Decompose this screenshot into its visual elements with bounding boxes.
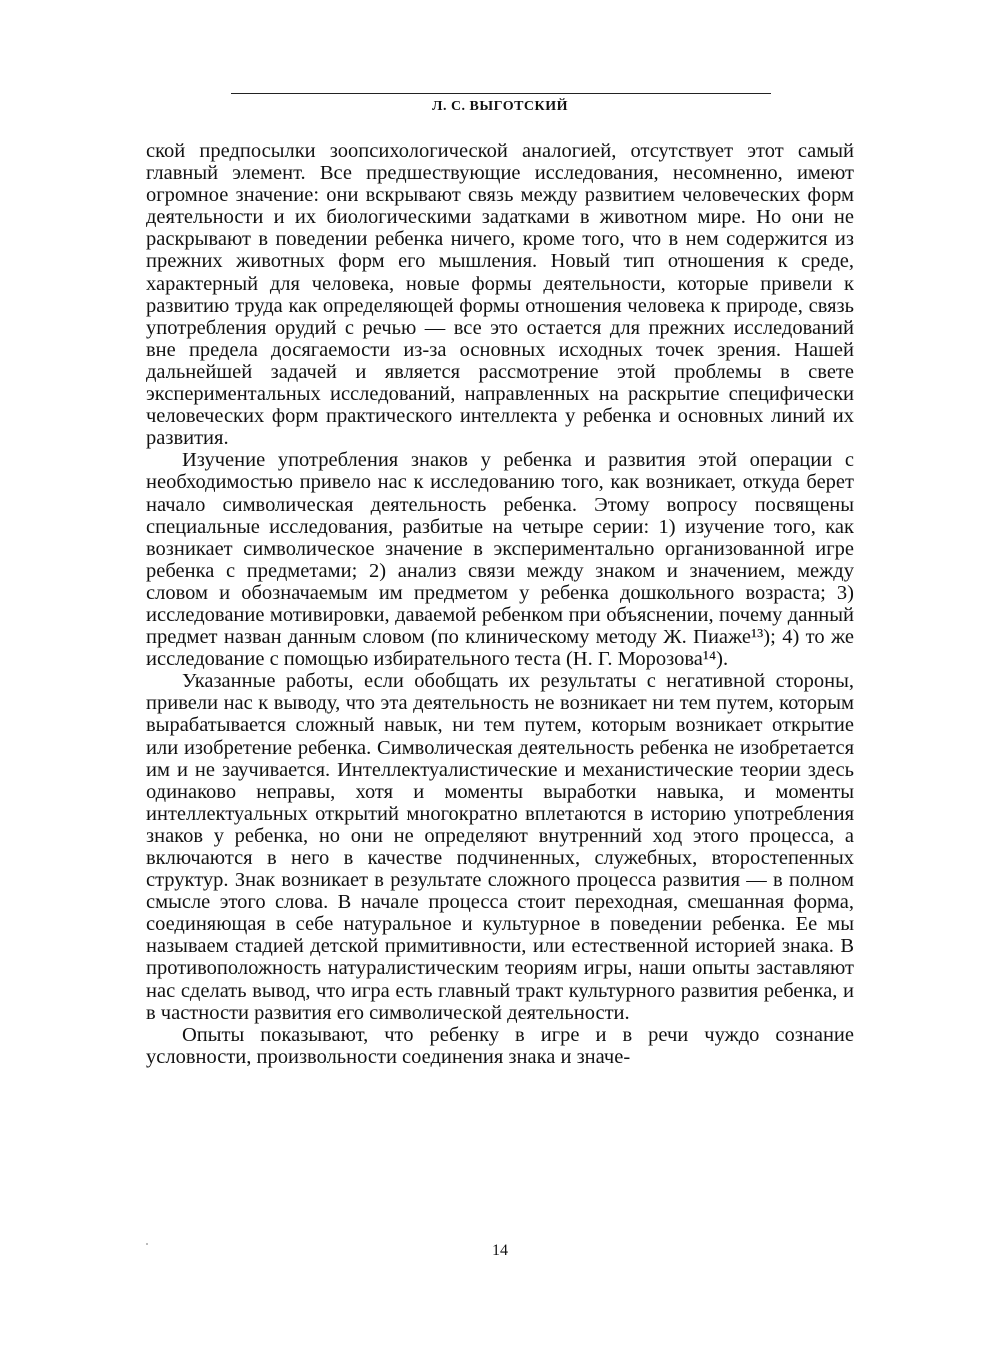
paragraph-2: Изучение употребления знаков у ребенка и развития этой операции с необходимостью привело нас к исследованию того, как возникает, откуда берет начало символическая деятельность ребенка. Этому вопросу посвящены специальные исследования, разбитые на четыре серии: 1) изучение того, как возникает символическое значение в экспериментально организованной игре ребенка с предметами; 2) анализ связи между знаком и значением, между словом и обозначаемым им предметом у ребенка дошкольного возраста; 3) исследование мотивировки, даваемой ребенком при объяснении, почему данный предмет назван данным словом (по клиническому методу Ж. Пиаже¹³); 4) то же исследование с помощью избирательного теста (Н. Г. Морозова¹⁴). xyxy=(146,449,854,671)
paragraph-4: Опыты показывают, что ребенку в игре и в речи чуждо сознание условности, произвольности соединения знака и значе- xyxy=(146,1023,854,1068)
header-rule xyxy=(231,93,771,94)
running-head: Л. С. ВЫГОТСКИЙ xyxy=(432,99,568,114)
page-number: 14 xyxy=(492,1242,508,1259)
paragraph-1: ской предпосылки зоопсихологической аналогией, отсутствует этот самый главный элемент. Все предшествующие исследования, несомненно, имеют огромное значение: они вскрывают связь между развитием человеческих форм деятельности и их биологическими задатками в животном мире. Но они не раскрывают в поведении ребенка ничего, кроме того, что в нем содержится из прежних животных форм его мышления. Новый тип отношения к среде, характерный для человека, новые формы деятельности, которые привели к развитию труда как определяющей формы отношения человека к природе, связь употребления орудий с речью — все это остается для прежних исследований вне предела досягаемости из-за основных исходных точек зрения. Нашей дальнейшей задачей и является рассмотрение этой проблемы в свете экспериментальных исследований, направленных на раскрытие специфически человеческих форм практического интеллекта у ребенка и основных линий их развития. xyxy=(146,140,854,450)
text-block xyxy=(146,140,854,1068)
paragraph-3: Указанные работы, если обобщать их результаты с негативной стороны, привели нас к выводу, что эта деятельность не возникает ни тем путем, которым вырабатывается сложный навык, ни тем путем, которым возникает открытие или изобретение ребенка. Символическая деятельность ребенка не изобретается им и не заучивается. Интеллектуалистические и механистические теории здесь одинаково неправы, хотя и моменты выработки навыка, и моменты интеллектуальных открытий многократно вплетаются в историю употребления знаков у ребенка, но они не определяют внутренний ход этого процесса, а включаются в него в качестве подчиненных, служебных, второстепенных структур. Знак возникает в результате сложного процесса развития — в полном смысле этого слова. В начале процесса стоит переходная, смешанная форма, соединяющая в себе натуральное и культурное в поведении ребенка. Ее мы называем стадией детской примитивности, или естественной историей знака. В противоположность натуралистическим теориям игры, наши опыты заставляют нас сделать вывод, что игра есть главный тракт культурного развития ребенка, и в частности развития его символической деятельности. xyxy=(146,670,854,1024)
